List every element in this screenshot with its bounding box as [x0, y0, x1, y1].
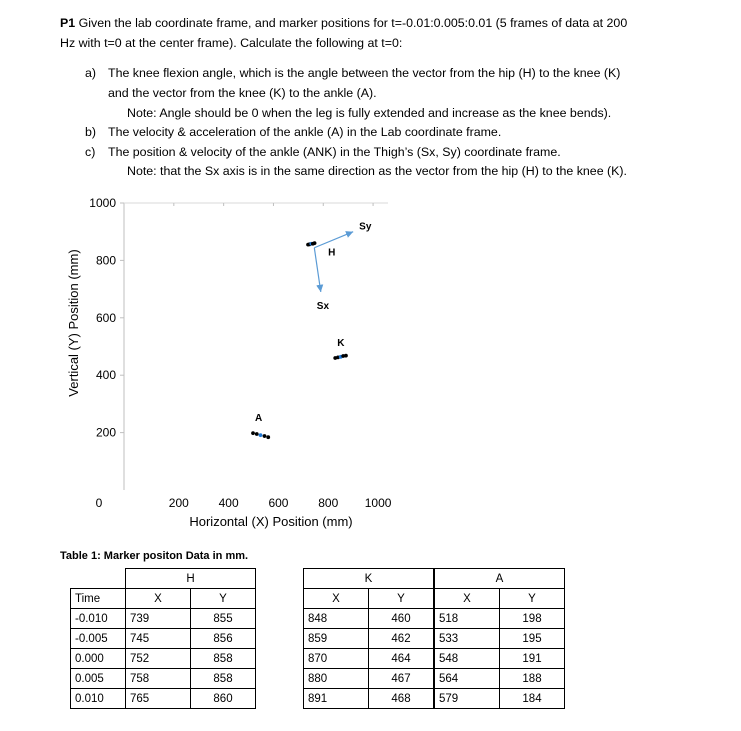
table-x-header: X — [435, 589, 500, 609]
table-y-cell: 462 — [369, 629, 434, 649]
marker-a-point — [251, 431, 255, 435]
axis-sy-label: Sy — [359, 221, 372, 233]
table-x-cell: 752 — [126, 649, 191, 669]
y-tick-label: 200 — [95, 425, 116, 440]
table-group-header-row — [304, 569, 434, 589]
y-axis-label: Vertical (Y) Position (mm) — [66, 249, 81, 397]
marker-a-point — [266, 435, 270, 439]
table-x-cell: 859 — [304, 629, 369, 649]
x-tick-label: 600 — [268, 496, 289, 510]
plot-axes — [89, 196, 391, 510]
table-x-cell: 891 — [304, 689, 369, 709]
table-time-cell: 0.000 — [71, 649, 126, 669]
table-row — [435, 609, 565, 629]
intro-line-2: Hz with t=0 at the center frame). Calculate the following at t=0: — [60, 36, 403, 50]
table-y-cell: 468 — [369, 689, 434, 709]
plot-marks — [251, 222, 372, 439]
table-x-cell: 564 — [435, 669, 500, 689]
table-x-cell: 870 — [304, 649, 369, 669]
item-a-line-2: and the vector from the knee (K) to the ankle (A). — [108, 86, 377, 100]
table-row — [304, 669, 434, 689]
table-row — [304, 649, 434, 669]
table-group-header-row — [435, 569, 565, 589]
table-row — [71, 669, 256, 689]
table-hip — [70, 568, 256, 709]
table-y-cell: 191 — [500, 649, 565, 669]
item-b-label: b) — [85, 125, 97, 139]
item-c-text: The position & velocity of the ankle (ANK) in the Thigh’s (Sx, Sy) coordinate frame. — [108, 145, 561, 159]
table-y-cell: 464 — [369, 649, 434, 669]
table-x-cell: 745 — [126, 629, 191, 649]
table-x-cell: 848 — [304, 609, 369, 629]
table-y-header: Y — [500, 589, 565, 609]
table-x-cell: 579 — [435, 689, 500, 709]
table-column-header-row — [435, 589, 565, 609]
table-row — [71, 609, 256, 629]
table-ankle — [434, 568, 565, 709]
table-time-header: Time — [71, 589, 126, 609]
x-tick-label: 1000 — [364, 496, 392, 510]
x-tick-label: 200 — [168, 496, 189, 510]
marker-k-label: K — [337, 337, 345, 349]
table-y-cell: 860 — [191, 689, 256, 709]
intro-line-1: P1 Given the lab coordinate frame, and marker positions for t=-0.01:0.005:0.01 (5 frames of data at 200 — [60, 16, 628, 30]
table-row — [435, 689, 565, 709]
table-row — [435, 649, 565, 669]
table-group-name: K — [304, 569, 434, 589]
table-group-name: H — [126, 569, 256, 589]
marker-k-point — [344, 354, 348, 358]
x-axis-label: Horizontal (X) Position (mm) — [189, 514, 353, 529]
table-y-cell: 460 — [369, 609, 434, 629]
table-y-cell: 858 — [191, 649, 256, 669]
marker-a-point — [255, 432, 259, 436]
table-column-header-row — [304, 589, 434, 609]
table-time-cell: 0.005 — [71, 669, 126, 689]
table-y-cell: 195 — [500, 629, 565, 649]
table-time-cell: -0.010 — [71, 609, 126, 629]
item-c-note: Note: that the Sx axis is in the same direction as the vector from the hip (H) to the knee (K). — [127, 164, 627, 178]
table-x-cell: 518 — [435, 609, 500, 629]
table-y-cell: 856 — [191, 629, 256, 649]
y-tick-label: 1000 — [89, 196, 116, 210]
table-row — [435, 669, 565, 689]
marker-h-point — [313, 241, 317, 245]
y-tick-label: 400 — [95, 368, 116, 383]
table-empty-cell — [71, 569, 126, 589]
table-x-cell: 765 — [126, 689, 191, 709]
marker-a-label: A — [255, 413, 263, 425]
table-column-header-row — [71, 589, 256, 609]
table-x-cell: 548 — [435, 649, 500, 669]
item-b-text: The velocity & acceleration of the ankle (A) in the Lab coordinate frame. — [108, 125, 502, 139]
table-y-cell: 198 — [500, 609, 565, 629]
table-y-cell: 855 — [191, 609, 256, 629]
y-tick-label: 800 — [95, 253, 116, 268]
table-y-header: Y — [191, 589, 256, 609]
x-tick-label: 400 — [218, 496, 239, 510]
table-row — [304, 629, 434, 649]
y-tick-label: 600 — [95, 310, 116, 325]
table-y-cell: 184 — [500, 689, 565, 709]
x-tick-label: 800 — [318, 496, 339, 510]
table-row — [435, 629, 565, 649]
axis-sy-line — [314, 232, 353, 248]
item-a-note: Note: Angle should be 0 when the leg is fully extended and increase as the knee bends). — [127, 106, 612, 120]
table-row — [304, 689, 434, 709]
table-y-cell: 467 — [369, 669, 434, 689]
table-y-cell: 188 — [500, 669, 565, 689]
axis-sx-label: Sx — [316, 300, 330, 312]
table-group-header-row — [71, 569, 256, 589]
marker-a-point — [263, 434, 267, 438]
table-x-header: X — [126, 589, 191, 609]
item-a-line-1: The knee flexion angle, which is the angle between the vector from the hip (H) to the knee (K) — [108, 66, 621, 80]
table-row — [71, 689, 256, 709]
table-group-name: A — [435, 569, 565, 589]
table-x-cell: 758 — [126, 669, 191, 689]
table-x-cell: 739 — [126, 609, 191, 629]
table-time-cell: -0.005 — [71, 629, 126, 649]
marker-a-point — [259, 433, 263, 437]
table-row — [71, 629, 256, 649]
axis-sx-line — [314, 248, 320, 292]
table-knee — [303, 568, 434, 709]
table-x-cell: 880 — [304, 669, 369, 689]
table-y-header: Y — [369, 589, 434, 609]
marker-h-label: H — [328, 247, 336, 259]
item-c-label: c) — [85, 145, 96, 159]
table-row — [71, 649, 256, 669]
table-time-cell: 0.010 — [71, 689, 126, 709]
table-y-cell: 858 — [191, 669, 256, 689]
x-origin-label: 0 — [95, 496, 103, 510]
table-x-header: X — [304, 589, 369, 609]
table-x-cell: 533 — [435, 629, 500, 649]
table-row — [304, 609, 434, 629]
item-a-label: a) — [85, 66, 97, 80]
table-caption: Table 1: Marker positon Data in mm. — [60, 550, 249, 562]
